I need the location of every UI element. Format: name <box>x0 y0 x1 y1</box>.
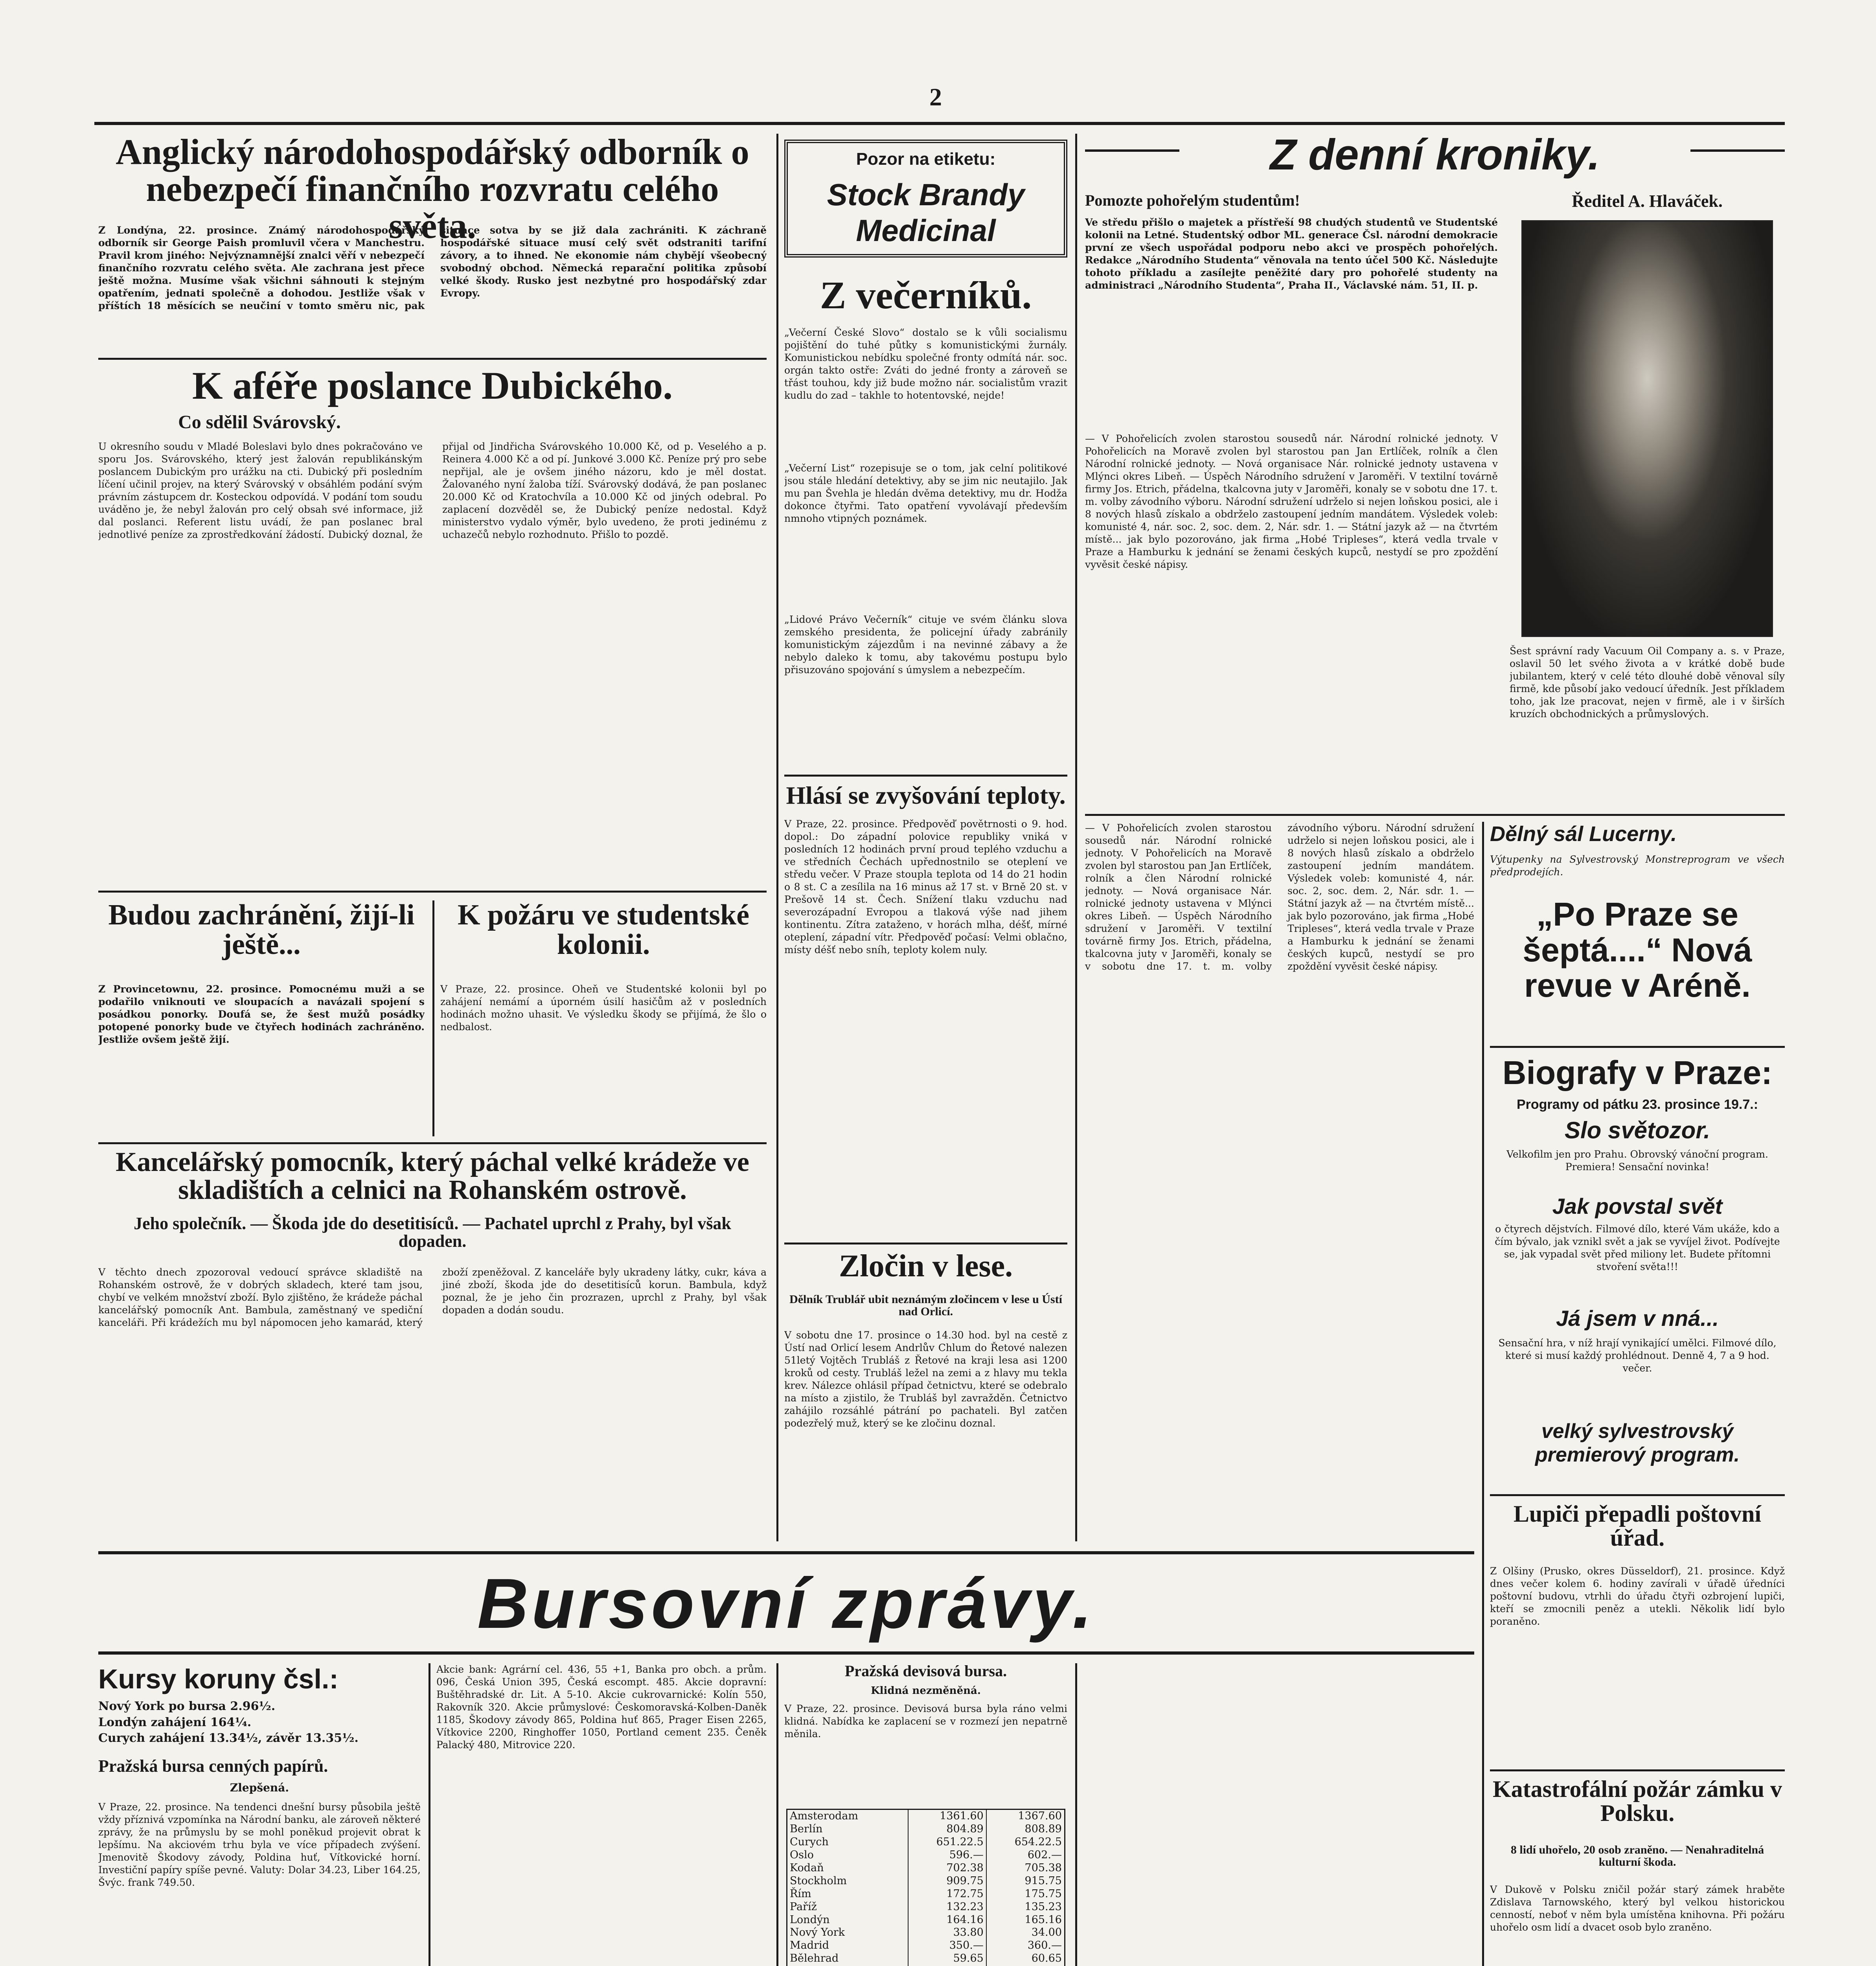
biografy-film-1: Slo světozor. <box>1564 1117 1710 1143</box>
top-rule <box>94 122 1785 125</box>
column-rule <box>432 900 434 1136</box>
page-number: 2 <box>929 83 942 111</box>
pomozte-text: Ve středu přišlo o majetek a přístřeší 98 chudých studentů ve Studentské kolonii na Letné. Studentský odbor ML. generace Čsl. národní demokracie první ze všech uspořádal podporu nebo akci ve prospěch pohořelých. Redakce „Národního Studenta“ věnovala na tento účel 500 Kč. Následujte tohoto příkladu a zasílejte peněžité dary pro pohořelé studenty na administraci „Národního Studenta“, Praha II., Václavské nám. 51, II. p. <box>1085 217 1498 291</box>
rate-bid: 59.65 <box>908 1952 986 1965</box>
kursy-lines <box>98 1699 421 1747</box>
bursovni-top-rule <box>98 1551 1474 1554</box>
akcie-text: Akcie bank: Agrární cel. 436, 55 +1, Banka pro obch. a prům. 096, Česká Union 395, Česká escompt. 485. Akcie dopravní: Buštěhradské dr. Lit. A 5-10. Akcie cukrovarnické: Kolín 550, Rakovník 320. Akcie průmyslové: Českomoravská-Kolben-Daněk 1185, Škodovy závody 865, Poldina huť 865, Prager Eisen 2265, Vítkovice 2200, Ringhoffer 1050, Portland cement 235. Čeněk Palacký 480, Mitrovice 220. <box>436 1664 767 1751</box>
column-rule <box>776 134 778 1541</box>
rate-city: Stockholm <box>790 1874 847 1887</box>
lupici-text: Z Olšiny (Prusko, okres Düsseldorf), 21. prosince. Když dnes večer kolem 6. hodiny zavírali v úřadě úředníci poštovní budovu, vtrhli do úřadu čtyři ozbrojení lupiči, kteří se zmocnili peněz a utekli. Několik lidí bylo poraněno. <box>1490 1565 1785 1627</box>
pomozte-headline: Pomozte pohořelým studentům! <box>1085 191 1300 209</box>
rate-ask: 705.38 <box>986 1862 1065 1875</box>
devisova-table <box>786 1809 1065 1966</box>
rate-bid: 172.75 <box>908 1888 986 1901</box>
rate-row <box>787 1888 1065 1901</box>
dubicky-headline: K aféře poslance Dubického. <box>192 364 673 407</box>
budou-headline: Budou zachránění, žijí-li ještě... <box>108 899 415 961</box>
vecerniku-text: „Večerní České Slovo“ dostalo se k vůli socialismu pojištění do tuhé půtky s komunistickými žurnály. Komunistickou nebídku společné fronty odmítá nár. soc. orgán takto ostře: Zváti do jedné fronty a zároveň se třást touhou, kdy již bude možno nár. socialistům vrazit kudlu do zad – takhle to hotentovské, nejde! <box>784 327 1067 401</box>
rate-city: Paříž <box>790 1900 817 1913</box>
rate-city: Řím <box>790 1887 811 1900</box>
rate-city: Kodaň <box>790 1861 824 1874</box>
zlocin-headline: Zločin v lese. <box>839 1249 1013 1283</box>
divider <box>1085 814 1785 816</box>
pozor-brand: Stock Brandy Medicinal <box>827 177 1025 248</box>
rohansky-article-text: V těchto dnech zpozoroval vedoucí správce skladiště na Rohanském ostrově, že v dobrých skladech, které tam jsou, chybí ve velkém množství zboží. Bylo zjištěno, že krádeže páchal kancelářský pomocník Ant. Bambula, zaměstnaný ve spediční kanceláři. Při krádežích mu byl nápomocen jeho kamarád, který zboží zpeněžoval. Z kanceláře byly ukradeny látky, cukr, káva a jiné zboží, škoda jde do desetitisíců korun. Bambula, když poznal, že je jeho čin prozrazen, uprchl z Prahy, byl však dopaden a dodán soudu. <box>98 1266 767 1328</box>
rate-row <box>787 1939 1065 1952</box>
rate-ask: 175.75 <box>986 1888 1065 1901</box>
lead-article-text: Z Londýna, 22. prosince. Známý národohospodářský odborník sir George Paish promluvil včera v Manchestru. Pravil krom jiného: Nejvýznamnější znalci věří v nebezpečí finančního rozvratu celého světa. Ale zachrana jest přece ještě možna. Musíme však všichni sáhnouti k stejným opatřením, jednati společně a dohodou. Jestliže však v příštích 18 měsících se neučiní v tomto směru nic, pak situace sotva by se již dala zachrániti. K záchraně hospodářské situace musí celý svět odstraniti tarifní závory, a to ihned. Ne ekonomie nám chybějí všeobecný svobodný obchod. Německá reparační politika způsobí velké škody. Rusko jest nezbytné pro hospodářský zdar Evropy. <box>98 225 767 311</box>
rate-city: Bělehrad <box>790 1952 839 1965</box>
divider <box>98 1142 767 1144</box>
biografy-text-2: o čtyrech dějstvích. Filmové dílo, které Vám ukáže, kdo a čím bývalo, jak vznikl svět a jak se vyvíjel život. Podívejte se, jak vypadal svět před miliony let. Budete přítomni stvoření světa!!! <box>1495 1223 1780 1272</box>
biografy-film-4: velký sylvestrovský premierový program. <box>1535 1420 1740 1466</box>
katastrofa-headline: Katastrofální požár zámku v Polsku. <box>1492 1776 1782 1826</box>
kursy-line: Londýn zahájení 164¼. <box>98 1715 252 1729</box>
rate-ask: 135.23 <box>986 1901 1065 1914</box>
hlasi-headline: Hlásí se zvyšování teploty. <box>786 781 1066 809</box>
rate-city: Nový York <box>790 1926 845 1939</box>
rate-bid: 164.16 <box>908 1914 986 1927</box>
rate-row <box>787 1849 1065 1862</box>
biografy-headline: Biografy v Praze: <box>1502 1054 1773 1091</box>
divider <box>98 358 767 360</box>
rate-row <box>787 1823 1065 1836</box>
kursy-title: Kursy koruny čsl.: <box>98 1664 338 1694</box>
pozar-studentske-headline: K požáru ve studentské kolonii. <box>457 899 750 961</box>
bursovni-headline: Bursovní zprávy. <box>477 1564 1095 1643</box>
rate-row <box>787 1862 1065 1875</box>
rate-bid: 350.— <box>908 1939 986 1952</box>
rate-city: Londýn <box>790 1913 830 1926</box>
rate-ask: 165.16 <box>986 1914 1065 1927</box>
lucerna-text: Výtupenky na Sylvestrovský Monstreprogram ve všech předprodejích. <box>1490 854 1785 878</box>
portrait-caption: Ředitel A. Hlaváček. <box>1572 191 1723 211</box>
divider <box>1490 1769 1785 1771</box>
lupici-headline: Lupiči přepadli poštovní úřad. <box>1513 1501 1762 1551</box>
portrait-photo <box>1521 220 1773 637</box>
katastrofa-subheadline: 8 lidí uhořelo, 20 osob zraněno. — Nenahraditelná kulturní škoda. <box>1510 1843 1764 1868</box>
dubicky-subheadline: Co sdělil Svárovský. <box>178 412 341 433</box>
kronika-text: — V Pohořelicích zvolen starostou sousedů nár. Národní rolnické jednoty. V Pohořelicích na Moravě zvolen byl starostou pan Jan Ertlíček, rolník a člen Národní rolnické jednoty. — Nová organisace Nár. rolnické jednoty ustavena v Mlýnci okres Libeň. — Úspěch Národního sdružení v Jaroměři. V textilní továrně firmy Jos. Etrich, přádelna, tkalcovna juty v Jaroměři, konaly se v sobotu dne 17. t. m. volby závodního výboru. Národní sdružení udrželo si nejen loňskou posici, ale i 8 nových hlasů získalo a obdrželo zastoupení jedním mandátem. Výsledek voleb: komunisté 4, nár. soc. 2, soc. dem. 2, Nár. sdr. 1. — Státní jazyk až — na čtvrtém místě... jak bylo pozorováno, jak firma „Hobé Tripleses“, která vedla trvale v Praze a Hamburku k jednání se ženami českých kupců, nestydí se pro zpoždění vyvěsit české nápisy. <box>1085 433 1498 570</box>
zlocin-text: V sobotu dne 17. prosince o 14.30 hod. byl na cestě z Ústí nad Orlicí lesem Andrlův Chlum do Řetové nalezen 51letý Vojtěch Trubláš z Řetové na kraji lesa asi 1200 kroků od cesty. Trubláš ležel na zemi a z hlavy mu tekla krev. Nálezce ohlásil případ četnictvu, které se odebralo na místo a zjistilo, že Trubláš byl zavražděn. Četnictvo zahájilo rozsáhlé pátrání po pachateli. Byl zatčen podezřelý muž, který se ke zločinu doznal. <box>784 1329 1067 1429</box>
pozar-studentske-text: V Praze, 22. prosince. Oheň ve Studentské kolonii byl po zahájení nemámí a úporném úsilí hasičům až v posledních hodinách možno uhasit. Ve výsledku škody se přijímá, že šlo o nedbalost. <box>440 983 767 1033</box>
rate-bid: 132.23 <box>908 1901 986 1914</box>
rate-row <box>787 1952 1065 1965</box>
column-rule <box>776 1663 778 1966</box>
biografy-subheadline: Programy od pátku 23. prosince 19.7.: <box>1516 1097 1758 1112</box>
bursovni-bottom-rule <box>98 1651 1474 1655</box>
rate-ask: 602.— <box>986 1849 1065 1862</box>
rohansky-headline: Kancelářský pomocník, který páchal velké krádeže ve skladištích a celnici na Rohanském ostrově. <box>116 1147 749 1206</box>
rohansky-subheadline: Jeho společník. — Škoda jde do desetitisíců. — Pachatel uprchl z Prahy, byl však dopaden. <box>134 1214 731 1251</box>
rate-city: Oslo <box>790 1848 814 1861</box>
rate-bid: 596.— <box>908 1849 986 1862</box>
divider <box>784 1243 1067 1244</box>
pozor-title: Pozor na etiketu: <box>856 149 996 169</box>
rate-ask: 60.65 <box>986 1952 1065 1965</box>
rate-ask: 34.00 <box>986 1926 1065 1939</box>
biografy-text-1: Velkofilm jen pro Prahu. Obrovský vánoční program. Premiera! Sensační novinka! <box>1506 1149 1768 1173</box>
rate-bid: 702.38 <box>908 1862 986 1875</box>
column-rule <box>429 1663 430 1966</box>
rate-bid: 33.80 <box>908 1926 986 1939</box>
kursy-line: Curych zahájení 13.34½, závěr 13.35½. <box>98 1731 359 1745</box>
rate-city: Madrid <box>790 1939 829 1952</box>
rate-city: Amsterodam <box>790 1810 858 1822</box>
rate-city: Curych <box>790 1835 829 1848</box>
rate-row <box>787 1914 1065 1927</box>
rate-ask: 808.89 <box>986 1823 1065 1836</box>
biografy-film-2: Jak povstal svět <box>1552 1194 1723 1219</box>
rate-bid: 1361.60 <box>908 1810 986 1823</box>
rate-row <box>787 1875 1065 1888</box>
rate-city: Berlín <box>790 1822 823 1835</box>
rate-bid: 804.89 <box>908 1823 986 1836</box>
vecerni-list-text: „Večerní List“ rozepisuje se o tom, jak celní politikové jsou stále hledání detektivy, aby se jim nic neutajilo. Jak mu pan Švehla je hledán dvěma detektivy, mu dr. Hodža dokonce čtyřmi. Tato opatření vyvolávají především nmnoho vtipných poznámek. <box>784 462 1067 524</box>
devisova-subtitle: Klidná nezměněná. <box>871 1685 981 1697</box>
bursa-text: V Praze, 22. prosince. Na tendenci dnešní bursy působila ještě vždy příznivá vzpomínka na Národní banku, ale zároveň některé zprávy, že na průmyslu by se mohl poněkud projevit obrat k lepšímu. Na akciovém trhu byla ve více případech zvýšení. Jmenovitě Škodovy závody, Poldina huť, Vítkovické horní. Investiční papíry spíše pevné. Valuty: Dolar 34.23, Liber 164.25, Švýc. frank 749.50. <box>98 1801 421 1888</box>
biografy-film-3: Já jsem v nná... <box>1556 1306 1719 1331</box>
divider <box>784 775 1067 777</box>
katastrofa-text: V Dukově v Polsku zničil požár starý zámek hraběte Zdislava Tarnowského, který byl velkou historickou cenností, neboť v něm byla umístěna knihovna. Při požáru uhořelo osm lidí a dvacet osob bylo zraněno. <box>1490 1884 1785 1933</box>
devisova-text: V Praze, 22. prosince. Devisová bursa byla ráno velmi klidná. Nabídka ke zaplacení se v rozmezí jen nepatrně měnila. <box>784 1703 1067 1740</box>
bursa-subtitle: Zlepšená. <box>230 1781 289 1794</box>
arena-ad: „Po Praze se šeptá....“ Nová revue v Aréně. <box>1523 896 1752 1004</box>
divider <box>1490 1494 1785 1496</box>
rate-ask: 360.— <box>986 1939 1065 1952</box>
zlocin-subheadline: Dělník Trublář ubit neznámým zločincem v lese u Ústí nad Orlicí. <box>789 1293 1062 1318</box>
biografy-text-3: Sensační hra, v níž hrají vynikající umělci. Filmové dílo, které si musí každý prohlédnout. Denně 4, 7 a 9 hod. večer. <box>1498 1337 1777 1374</box>
vecerniku-headline: Z večerníků. <box>820 273 1032 317</box>
pozor-ad-box <box>784 140 1067 258</box>
lidove-pravo-text: „Lidové Právo Večerník“ cituje ve svém článku slova zemského presidenta, že policejní úřady zabránily komunistickým zájezdům i na nevinné zábavy a že nebylo daleko k tomu, aby takovému postupu bylo přisuzováno spojování s úmyslem a nebezpečím. <box>784 614 1067 676</box>
lead-headline: Anglický národohospodářský odborník o nebezpečí finančního rozvratu celého světa. <box>116 132 749 246</box>
rate-row <box>787 1926 1065 1939</box>
column-rule <box>1075 134 1077 1541</box>
rate-row <box>787 1836 1065 1849</box>
hlavacek-text: Šest správní rady Vacuum Oil Company a. s. v Praze, oslavil 50 let svého života a v krátké době bude jubilantem, který v celé této dlouhé době věnoval síly firmě, kde působí jako vedoucí úředník. Jest příkladem toho, jak lze pracovat, nejen v firmě, ale i v širších kruzích obchodnických a průmyslových. <box>1510 645 1785 720</box>
rate-row <box>787 1901 1065 1914</box>
column-rule <box>1482 822 1484 1966</box>
rate-bid: 651.22.5 <box>908 1836 986 1849</box>
lucerna-headline: Dělný sál Lucerny. <box>1490 822 1677 846</box>
kronika-headline: Z denní kroniky. <box>1270 131 1600 179</box>
devisova-title: Pražská devisová bursa. <box>844 1662 1007 1680</box>
bursa-title: Pražská bursa cenných papírů. <box>98 1756 328 1776</box>
budou-article-text: Z Provincetownu, 22. prosince. Pomocnému muži a se podařilo vniknouti ve sloupacích a navázali spojení s posádkou ponorky. Doufá se, že šest mužů posádky potopené ponorky bude ve čtyřech hodinách zachráněno. Jestliže ovšem ještě žijí. <box>98 983 425 1045</box>
hlasi-text: V Praze, 22. prosince. Předpověď povětrnosti o 9. hod. dopol.: Do západní polovice republiky vniká v posledních 12 hodinách první proud teplého vzduchu a ve středních Čechách upřednostnilo se oteplení ve středu večer. V Praze stoupla teplota od 14 do 21 hodin o 8 st. C a zesílila na 16 minus až 17 st. v Brně 20 st. v Prešově 14 st. Čech. Snížení tlaku vzduchu nad severozápadní Evropou a tlaková výše nad jihem kontinentu. Zítra zataženo, v horách mlha, déšť, mírné oteplení, západní vítr. Předpověď počasí: Velmi oblačno, místy déšť nebo sníh, teploty kolem nuly. <box>784 818 1067 955</box>
divider <box>98 891 767 893</box>
dubicky-article-text: U okresního soudu v Mladé Boleslavi bylo dnes pokračováno ve sporu Jos. Svárovského, který jest žalován republikánským poslancem Dubickým pro urážku na cti. Dubický při posledním líčení učinil projev, na který Svárovský v obsáhlém podání svým právním zástupcem dr. Kosteckou odpovídá. V podání tom soudu uváděno je, že nebyl žalován pro celý obsah své informace, již dal poslanci. Referent listu uvádí, že pan poslanec bral jednotlivé peníze za zprostředkování žádostí. Dubický doznal, že přijal od Jindřicha Svárovského 10.000 Kč, od p. Veselého a p. Reinera 4.000 Kč a od pí. Junkové 3.000 Kč. Peníze prý pro sebe nepřijal, ale je ovšem jiného názoru, kdo je měl dostat. Žalovaného nyní žaloba tíží. Svárovský dodává, že pan poslanec 20.000 Kč od Kratochvíla a 10.000 Kč od jiných odebral. Po zaplacení dozvěděl se, že Dubický peníze nedostal. Když ministerstvo vydalo výměr, bylo uvedeno, že proti jedinému z uchazečů nebylo rozhodnuto. Přišlo to pozdě. <box>98 441 767 540</box>
rate-ask: 1367.60 <box>986 1810 1065 1823</box>
rate-ask: 915.75 <box>986 1875 1065 1888</box>
column-rule <box>1075 1663 1077 1966</box>
kronika-text-lower: — V Pohořelicích zvolen starostou sousedů nár. Národní rolnické jednoty. V Pohořelicích na Moravě zvolen byl starostou pan Jan Ertlíček, rolník a člen Národní rolnické jednoty. — Nová organisace Nár. rolnické jednoty ustavena v Mlýnci okres Libeň. — Úspěch Národního sdružení v Jaroměři. V textilní továrně firmy Jos. Etrich, přádelna, tkalcovna juty v Jaroměři, konaly se v sobotu dne 17. t. m. volby závodního výboru. Národní sdružení udrželo si nejen loňskou posici, ale i 8 nových hlasů získalo a obdrželo zastoupení jedním mandátem. Výsledek voleb: komunisté 4, nár. soc. 2, soc. dem. 2, Nár. sdr. 1. — Státní jazyk až — na čtvrtém místě... jak bylo pozorováno, jak firma „Hobé Tripleses“, která vedla trvale v Praze a Hamburku k jednání se ženami českých kupců, nestydí se pro zpoždění vyvěsit české nápisy. <box>1085 822 1474 972</box>
rate-row <box>787 1810 1065 1823</box>
rate-ask: 654.22.5 <box>986 1836 1065 1849</box>
kursy-line: Nový York po bursa 2.96½. <box>98 1699 276 1713</box>
divider <box>1490 1046 1785 1048</box>
rate-bid: 909.75 <box>908 1875 986 1888</box>
